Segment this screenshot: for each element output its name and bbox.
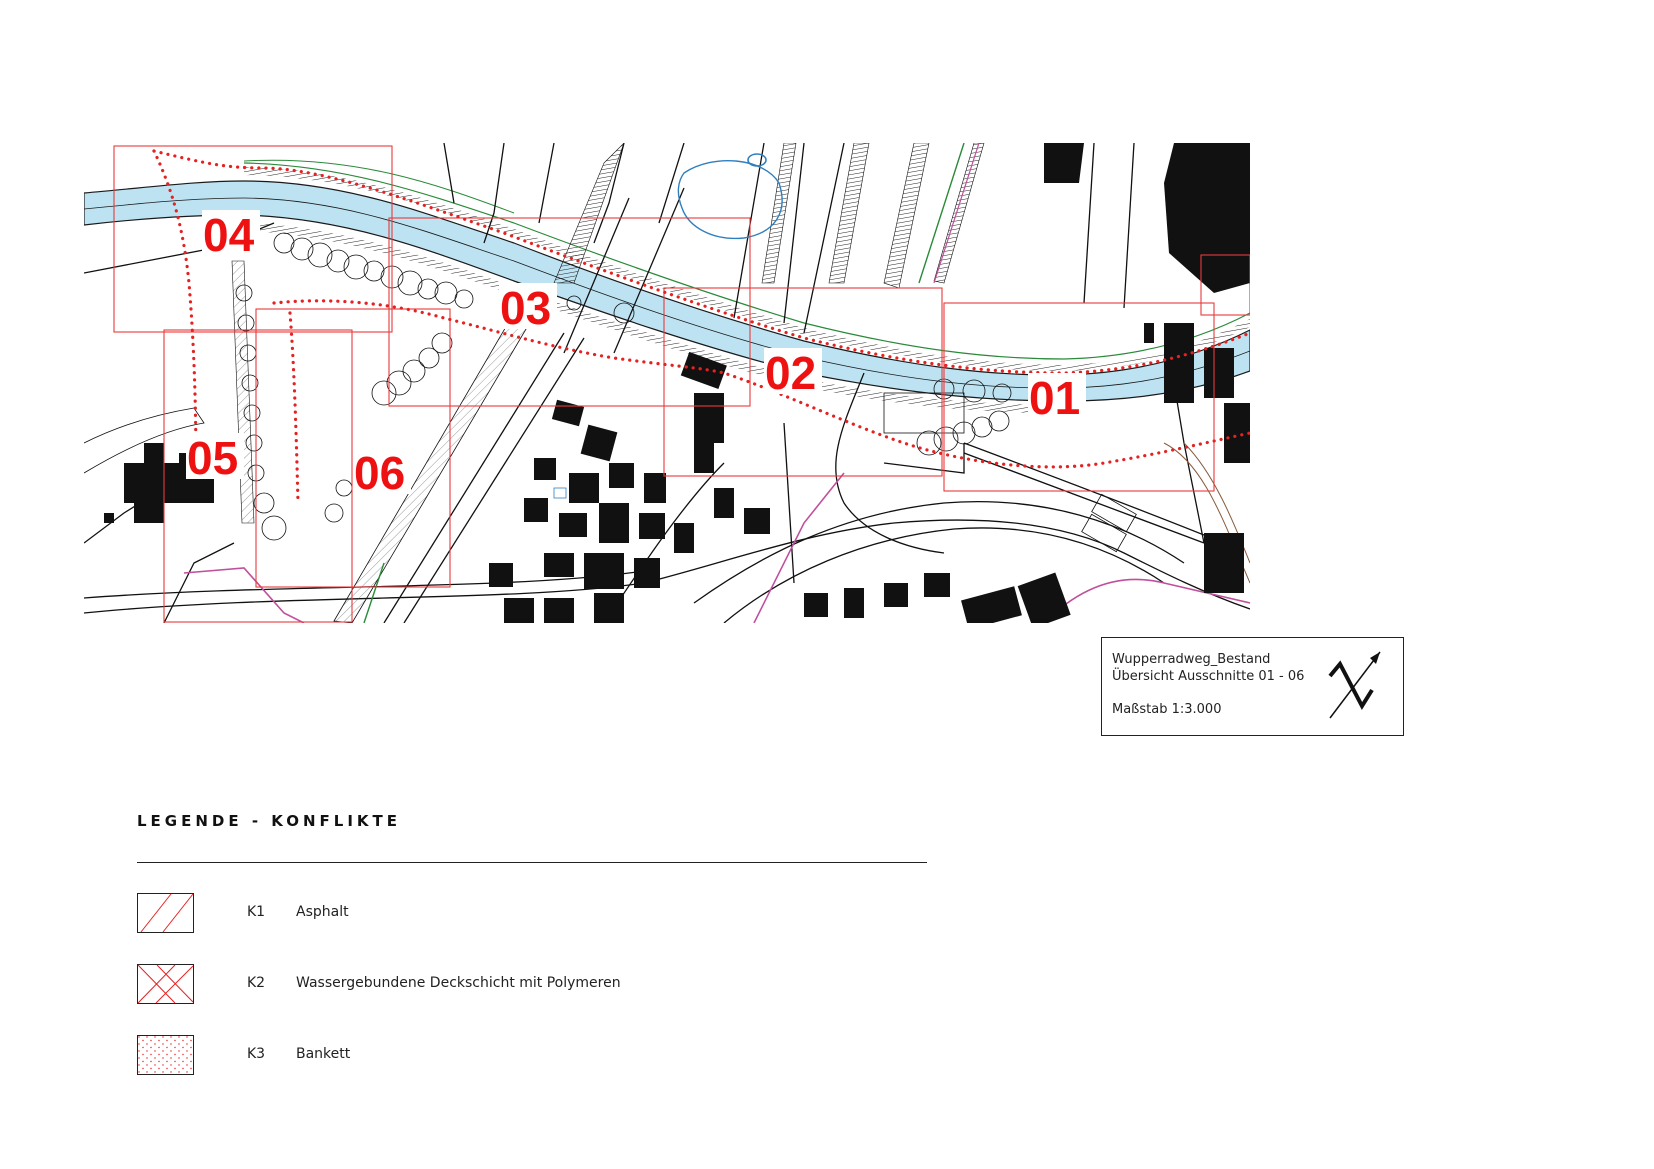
legend-item-k3 [137, 1035, 837, 1075]
pond [678, 154, 782, 238]
dots-swatch-icon [137, 1035, 194, 1075]
legend-label: Bankett [296, 1046, 351, 1062]
legend-item-k1 [137, 893, 837, 933]
section-label-02: 02 [765, 347, 817, 399]
section-label-01: 01 [1029, 372, 1081, 424]
plan-title: Wupperradweg_Bestand [1112, 652, 1271, 667]
legend-label: Asphalt [296, 904, 349, 920]
legend-label: Wassergebundene Deckschicht mit Polymeren [296, 975, 621, 991]
asphalt-swatch-icon [137, 893, 194, 933]
title-block [1101, 637, 1404, 736]
section-label-06: 06 [354, 447, 406, 499]
site-plan-map [84, 143, 1250, 623]
legend-code: K2 [247, 975, 266, 991]
north-arrow-icon [1322, 646, 1384, 722]
plan-subtitle: Übersicht Ausschnitte 01 - 06 [1112, 669, 1305, 684]
legend-item-k2 [137, 964, 837, 1004]
legend-code: K3 [247, 1046, 266, 1062]
legend-title: LEGENDE - KONFLIKTE [137, 812, 402, 830]
section-label-03: 03 [500, 282, 552, 334]
plan-scale: Maßstab 1:3.000 [1112, 702, 1222, 717]
section-label-04: 04 [203, 209, 255, 261]
legend-code: K1 [247, 904, 266, 920]
cross-hatch-swatch-icon [137, 964, 194, 1004]
legend-divider [137, 862, 927, 863]
section-label-05: 05 [187, 432, 239, 484]
